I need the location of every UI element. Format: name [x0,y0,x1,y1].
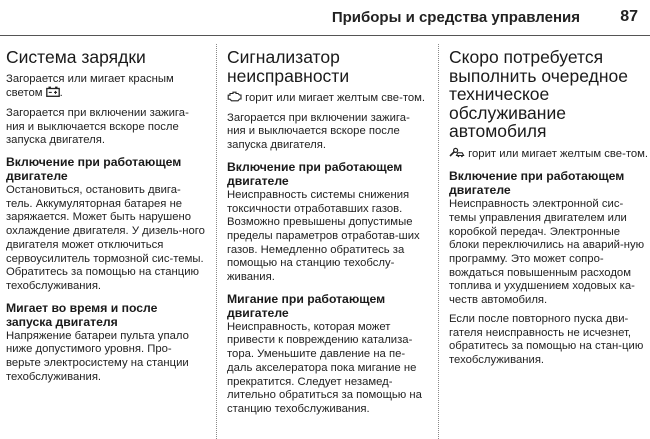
section-title: Скоро потребуется выполнить очередное техническое обслуживание автомобиля [449,48,628,141]
paragraph: Остановиться, остановить двига-тель. Аккумуляторная батарея не заряжается. Может быть нарушено охлаждение двигателя. У дизель-ного двигателя может отключиться сервоусилитель тормозной сис-темы. Обратитесь за помощью на станцию техобслуживания. [6,184,205,292]
paragraph: Неисправность электронной сис-темы управления двигателем или коробкой передач. Электронные блоки переключились на аварий-ную программу. Это может сопро-вождаться повышенным расходом топлива и ухудшением ходовых ка-честв автомобиля. [449,198,645,307]
subsection-heading: Включение при работающем двигателе [227,159,403,188]
paragraph: Неисправность, которая может привести к повреждению катализа-тора. Уменьшите давление на пе-даль акселератора пока мигание не прекратится. Следует незамед-лительно обратиться за помощью на станцию техобслуживания. [227,320,422,415]
paragraph-text: горит или мигает желтым све-том. [245,92,426,104]
paragraph-text: горит или мигает желтым све-том. [468,147,649,160]
paragraph [6,73,206,102]
paragraph-text: Загорается или мигает красным светом [6,72,174,100]
column-divider [438,44,439,439]
subsection-heading: Включение при работающем двигателе [6,155,182,184]
subsection-heading: Включение при работающем двигателе [449,169,625,198]
section-title: Сигнализатор неисправности [227,48,350,86]
section-title: Система зарядки [6,48,146,67]
subsection-heading: Мигание при работающем двигателе [227,291,386,320]
wrench-car-icon [449,147,465,163]
engine-icon [227,91,242,107]
section-charging-system [6,48,206,389]
paragraph: Загорается при включении зажига-ния и выключается вскоре после запуска двигателя. [6,106,189,147]
paragraph [449,147,649,163]
paragraph: Загорается при включении зажига-ния и выключается вскоре после запуска двигателя. [227,111,410,152]
header-title: Приборы и средства управления [331,9,580,26]
page-header [0,0,650,36]
paragraph: Напряжение батареи пульта упало ниже допустимого уровня. Про-верьте электросистему на станции техобслуживания. [6,329,189,383]
paragraph: Неисправность системы снижения токсичности отработавших газов. Возможно превышены допустимые пределы параметров отработав-ших газов. Немедленно обратитесь за помощью на станцию техобслу-живания. [227,188,420,284]
battery-icon [46,86,60,102]
column-divider [216,44,217,439]
header-rule [0,35,650,36]
paragraph [227,91,427,107]
subsection-heading: Мигает во время и после запуска двигателя [6,300,158,329]
section-malfunction-indicator [227,48,427,422]
paragraph: Если после повторного пуска дви-гателя неисправность не исчезнет, обратитесь за помощью на стан-цию техобслуживания. [449,312,644,366]
page-number: 87 [620,8,638,25]
section-service-due [449,48,649,373]
paragraph-text: . [59,87,63,100]
